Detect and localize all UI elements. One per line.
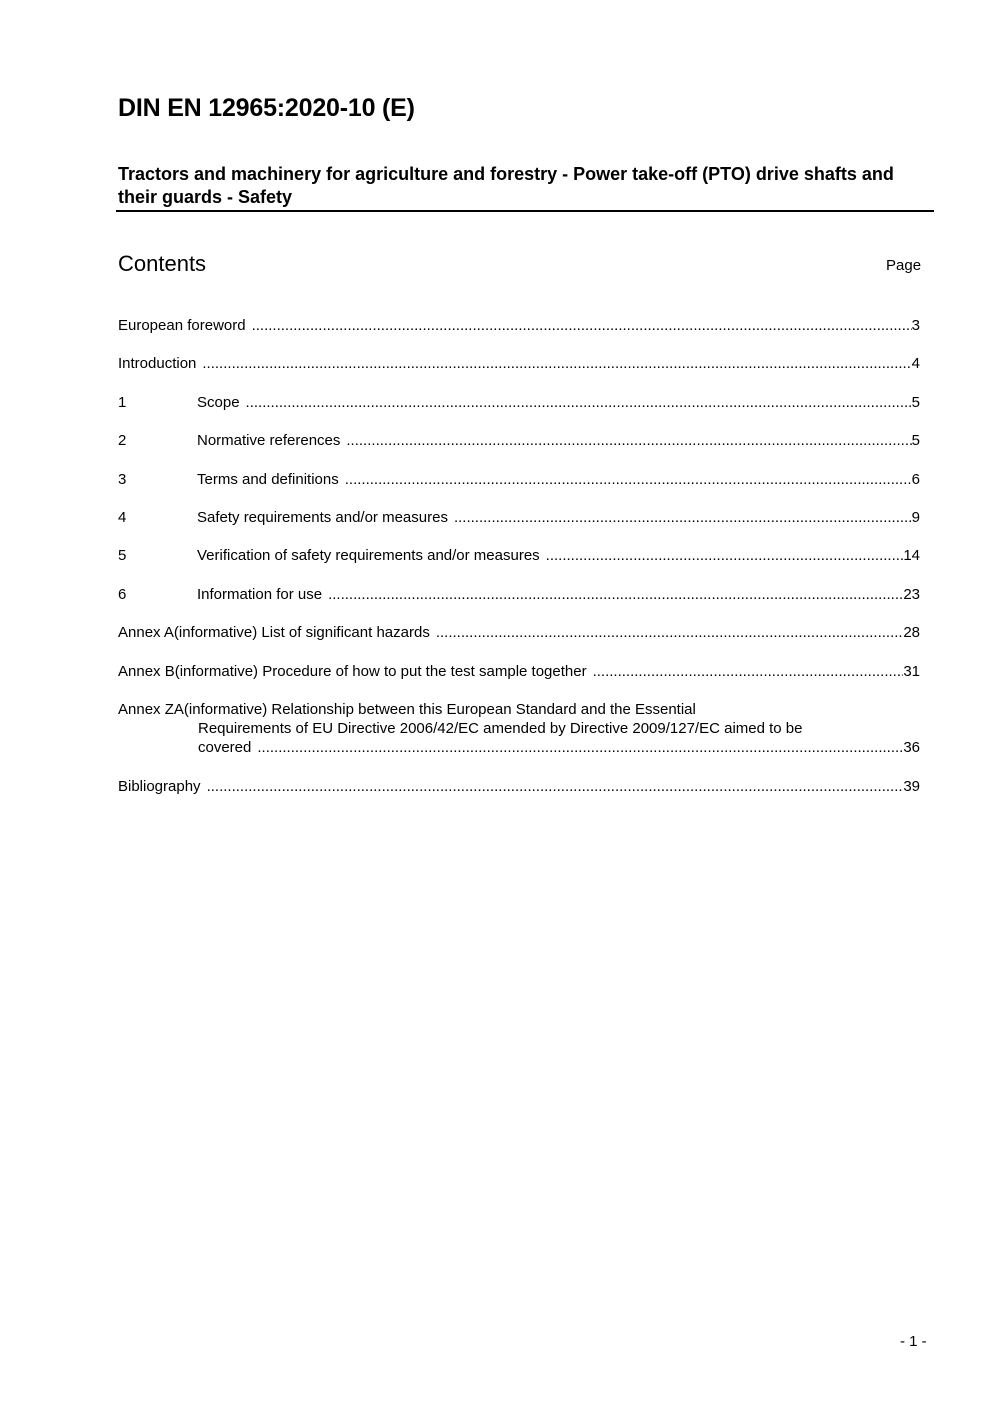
toc-entry-page: 9: [911, 508, 920, 526]
toc-leader-dots: [246, 393, 912, 412]
toc-entry-page: 3: [911, 317, 920, 334]
toc-entry-title: Information for use: [197, 585, 323, 603]
toc-entry-number: 2: [118, 432, 127, 450]
toc-entry-scope[interactable]: [118, 393, 920, 431]
toc-leader-dots: [546, 546, 904, 565]
toc-entry-title-line1: Annex ZA(informative) Relationship between this European Standard and the Essential: [118, 700, 696, 718]
toc-entry-verification[interactable]: [118, 546, 920, 584]
contents-heading: Contents: [118, 251, 207, 276]
toc-entry-page: 6: [911, 470, 920, 488]
page-number: - 1 -: [900, 1333, 927, 1350]
toc-leader-dots: [207, 777, 904, 796]
toc-entry-page: 4: [911, 355, 920, 373]
toc-entry-normative-references[interactable]: [118, 431, 920, 469]
toc-leader-dots: [328, 585, 903, 604]
toc-entry-european-foreword[interactable]: [118, 316, 920, 354]
toc-entry-title: Terms and definitions: [197, 470, 339, 488]
toc-entry-title: Bibliography: [118, 777, 201, 795]
toc-entry-terms-and-definitions[interactable]: [118, 470, 920, 508]
toc-entry-title: Annex B(informative) Procedure of how to put the test sample together: [118, 662, 587, 680]
toc-leader-dots: [252, 316, 912, 335]
toc-entry-title: Safety requirements and/or measures: [197, 508, 448, 526]
document-subtitle: Tractors and machinery for agriculture and forestry - Power take-off (PTO) drive shafts and their guards - Safety: [118, 164, 894, 207]
toc-entry-bibliography[interactable]: [118, 777, 920, 815]
toc-leader-dots: [202, 354, 911, 373]
page-column-heading: Page: [886, 257, 922, 274]
toc-entry-title: Normative references: [197, 432, 341, 450]
toc-entry-title: Introduction: [118, 355, 197, 373]
toc-entry-page: 36: [903, 738, 920, 756]
toc-entry-title-line2: Requirements of EU Directive 2006/42/EC amended by Directive 2009/127/EC aimed to be: [198, 719, 803, 737]
toc-leader-dots: [257, 738, 903, 757]
toc-entry-page: 5: [911, 393, 920, 411]
toc-entry-introduction[interactable]: [118, 354, 920, 392]
toc-entry-page: 23: [903, 585, 920, 603]
toc-entry-number: 6: [118, 585, 127, 603]
title-rule: [116, 210, 934, 212]
toc-entry-page: 5: [911, 432, 920, 450]
toc-entry-annex-b[interactable]: [118, 662, 920, 700]
toc-entry-page: 14: [903, 547, 920, 565]
toc-leader-dots: [436, 623, 903, 642]
toc-entry-title: European foreword: [118, 317, 246, 334]
toc-entry-safety-requirements[interactable]: [118, 508, 920, 546]
toc-entry-annex-za[interactable]: [118, 700, 920, 777]
toc-entry-number: 1: [118, 393, 127, 411]
toc-entry-information-for-use[interactable]: [118, 585, 920, 623]
toc-entry-page: 28: [903, 624, 920, 642]
toc-leader-dots: [454, 508, 912, 527]
toc-leader-dots: [345, 470, 912, 489]
table-of-contents: [118, 316, 920, 815]
toc-entry-page: 39: [903, 777, 920, 795]
toc-entry-number: 3: [118, 470, 127, 488]
toc-entry-title: Scope: [197, 393, 240, 411]
toc-entry-annex-a[interactable]: [118, 623, 920, 661]
document-id: DIN EN 12965:2020-10 (E): [118, 94, 415, 122]
toc-entry-page: 31: [903, 662, 920, 680]
toc-entry-title: Annex A(informative) List of significant hazards: [118, 624, 430, 642]
toc-entry-title-line3: covered: [198, 738, 252, 756]
toc-leader-dots: [593, 662, 904, 681]
toc-entry-title: Verification of safety requirements and/or measures: [197, 547, 540, 565]
toc-entry-number: 4: [118, 508, 127, 526]
toc-leader-dots: [346, 431, 911, 450]
toc-entry-number: 5: [118, 547, 127, 565]
